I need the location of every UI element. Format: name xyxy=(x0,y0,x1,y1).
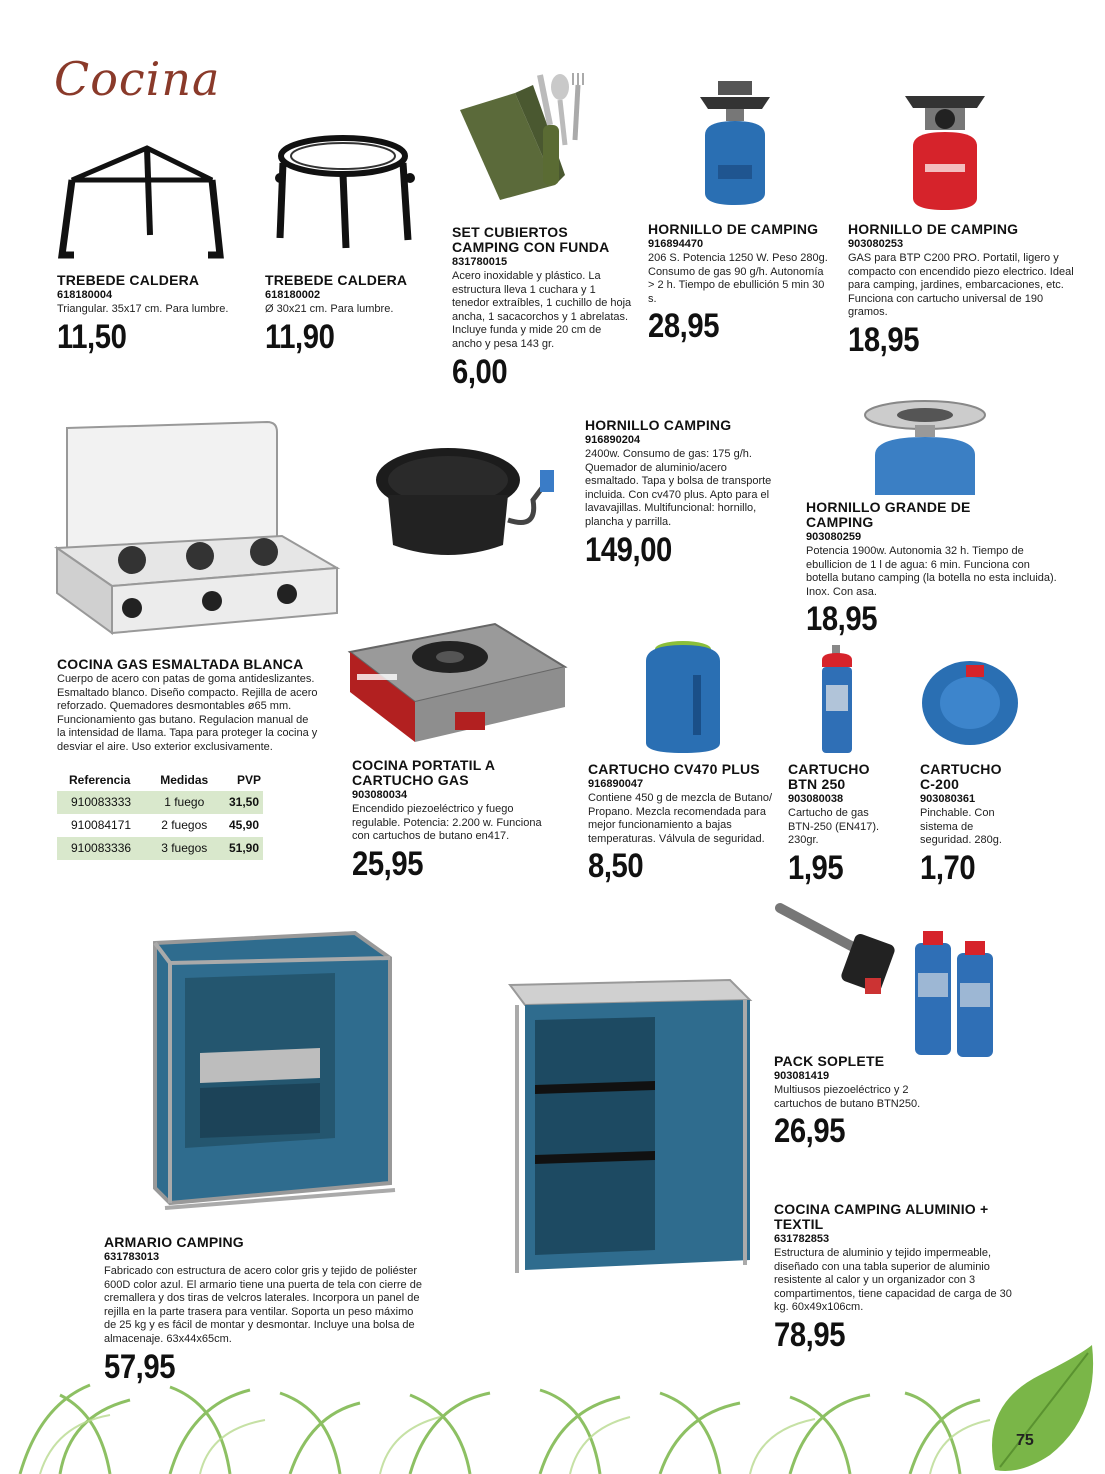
griddle-stove-image xyxy=(368,440,578,570)
product-ref: 916890204 xyxy=(585,434,641,446)
product-trebede-round xyxy=(265,273,445,355)
product-cv470-cartridge xyxy=(588,762,773,884)
product-ref: 903080038 xyxy=(788,793,844,805)
table-cell-ref: 910083333 xyxy=(57,791,152,814)
product-cutlery-set xyxy=(452,225,632,390)
product-ref: 831780015 xyxy=(452,256,508,268)
product-name: CARTUCHO BTN 250 xyxy=(788,761,870,792)
portable-cartridge-stove-image xyxy=(345,612,570,752)
product-ref: 903080034 xyxy=(352,789,408,801)
trivet-triangular-image xyxy=(52,140,232,265)
product-price: 28,95 xyxy=(648,307,720,346)
product-ref: 631782853 xyxy=(774,1233,830,1245)
table-cell-price: 45,90 xyxy=(217,814,263,837)
product-name: CARTUCHO C-200 xyxy=(920,761,1002,792)
table-cell-size: 1 fuego xyxy=(152,791,217,814)
c200-canister-image xyxy=(918,655,1023,750)
product-btn250-cartridge xyxy=(788,762,900,886)
product-desc: Fabricado con estructura de acero color gris y tejido de poliéster 600D color azul. El armario tiene una puerta de tela con cierre de cremallera y dos tiras de velcros laterales. Incorpora un panel de rejilla en la parte trasera para ventilar. Soporta un peso máximo de 25 kg y es fácil de montar y desmontar. Incluye una bolsa de almacenaje. 63x44x65cm. xyxy=(104,1265,422,1345)
grass-footer-decoration xyxy=(0,1345,1105,1474)
product-torch-pack xyxy=(774,1054,944,1149)
btn250-canister-image xyxy=(812,645,862,755)
product-desc: Ø 30x21 cm. Para lumbre. xyxy=(265,303,394,315)
product-ref: 903081419 xyxy=(774,1070,830,1082)
trivet-round-image xyxy=(258,128,423,253)
product-price: 1,70 xyxy=(920,848,976,887)
product-camping-stove-2 xyxy=(848,222,1074,358)
table-header-price: PVP xyxy=(236,772,261,787)
reference-table xyxy=(57,769,263,860)
cv470-canister-image xyxy=(638,635,728,755)
aluminum-camp-kitchen-image xyxy=(505,975,755,1275)
product-name: HORNILLO GRANDE DE CAMPING xyxy=(806,499,971,530)
product-ref: 903080253 xyxy=(848,238,904,250)
product-price: 6,00 xyxy=(452,352,508,391)
product-desc: Acero inoxidable y plástico. La estructura lleva 1 cuchara y 1 tenedor extraíbles, 1 cuchillo de hoja ancha, 1 sacacorchos y 1 abrelatas. Incluye funda y mide 20 cm de ancho y pesa 143 gr. xyxy=(452,270,632,350)
table-row xyxy=(57,791,263,814)
product-name: TREBEDE CALDERA xyxy=(265,272,408,288)
table-cell-size: 3 fuegos xyxy=(152,837,217,860)
product-enamel-gas-stove xyxy=(57,657,319,860)
product-desc: Cuerpo de acero con patas de goma antideslizantes. Esmaltado blanco. Diseño compacto. Rejilla de acero reforzado. Quemadores desmontables ø65 mm. Funcionamiento gas butano. Regulacion manual de la intensidad de llama. Tapa para proteger la cocina y desviar el aire. Uso exterior exclusivamente. xyxy=(57,673,318,753)
product-desc: 206 S. Potencia 1250 W. Peso 280g. Consumo de gas 90 g/h. Autonomía > 2 h. Tiempo de ebullición 5 min 30 s. xyxy=(648,252,828,305)
table-header-size: Medidas xyxy=(160,772,209,787)
large-camping-stove-image xyxy=(860,395,990,495)
product-price: 11,90 xyxy=(265,317,335,356)
camping-stove-red-image xyxy=(895,78,995,213)
product-price: 57,95 xyxy=(104,1347,176,1386)
table-row xyxy=(57,837,263,860)
product-price: 11,50 xyxy=(57,317,127,356)
table-cell-ref: 910083336 xyxy=(57,837,152,860)
section-heading: Cocina xyxy=(54,52,221,106)
table-row xyxy=(57,814,263,837)
product-desc: 2400w. Consumo de gas: 175 g/h. Quemador de aluminio/acero esmaltado. Tapa y bolsa de transporte incluida. Con cv470 plus. Apto para el lavavajillas. Multifuncional: hornillo, plancha y parrilla. xyxy=(585,448,772,528)
product-camping-griddle xyxy=(585,418,780,568)
product-price: 1,95 xyxy=(788,848,844,887)
product-portable-stove xyxy=(352,758,552,882)
product-desc: Cartucho de gas BTN-250 (EN417). 230gr. xyxy=(788,807,880,847)
product-ref: 916894470 xyxy=(648,238,704,250)
table-header-ref: Referencia xyxy=(69,772,131,787)
camping-stove-blue-image xyxy=(690,75,780,210)
page-number: 75 xyxy=(1016,1432,1034,1449)
table-cell-ref: 910084171 xyxy=(57,814,152,837)
product-name: TREBEDE CALDERA xyxy=(57,272,200,288)
product-name: HORNILLO CAMPING xyxy=(585,417,732,433)
product-price: 26,95 xyxy=(774,1112,846,1151)
product-ref: 903080361 xyxy=(920,793,976,805)
product-desc: Estructura de aluminio y tejido impermeable, diseñado con una tabla superior de aluminio resistente al calor y un organizador con 3 compartimentos, tiene capacidad de carga de 30 kg. 60x49x106cm. xyxy=(774,1247,1012,1314)
product-ref: 631783013 xyxy=(104,1251,160,1263)
table-cell-size: 2 fuegos xyxy=(152,814,217,837)
product-desc: Triangular. 35x17 cm. Para lumbre. xyxy=(57,303,229,315)
product-price: 149,00 xyxy=(585,530,672,569)
product-name: COCINA PORTATIL A CARTUCHO GAS xyxy=(352,757,495,788)
product-name: COCINA GAS ESMALTADA BLANCA xyxy=(57,656,304,672)
product-desc: GAS para BTP C200 PRO. Portatil, ligero y compacto con encendido piezo electrico. Ideal para camping, jardines, embarcaciones, etc. Funciona con cartucho universal de 190 gramos. xyxy=(848,252,1074,319)
product-price: 78,95 xyxy=(774,1315,846,1354)
product-name: PACK SOPLETE xyxy=(774,1053,885,1069)
product-ref: 618180004 xyxy=(57,289,113,301)
product-name: HORNILLO DE CAMPING xyxy=(848,221,1019,237)
product-desc: Encendido piezoeléctrico y fuego regulable. Potencia: 2.200 w. Funciona con cartuchos de butano en417. xyxy=(352,803,542,843)
product-desc: Potencia 1900w. Autonomia 32 h. Tiempo de ebullicion de 1 l de agua: 6 min. Funciona con botella butano camping (la botella no esta incluida). Inox. Con asa. xyxy=(806,545,1057,598)
table-cell-price: 31,50 xyxy=(217,791,263,814)
product-name: SET CUBIERTOS CAMPING CON FUNDA xyxy=(452,224,610,255)
product-price: 18,95 xyxy=(848,320,920,359)
product-ref: 618180002 xyxy=(265,289,321,301)
product-price: 8,50 xyxy=(588,847,644,886)
product-c200-cartridge xyxy=(920,762,1032,886)
cutlery-set-image xyxy=(455,65,595,205)
product-name: CARTUCHO CV470 PLUS xyxy=(588,761,760,777)
product-desc: Multiusos piezoeléctrico y 2 cartuchos de butano BTN250. xyxy=(774,1084,921,1110)
camping-cabinet-image xyxy=(140,928,402,1213)
product-desc: Pinchable. Con sistema de seguridad. 280g. xyxy=(920,807,1002,847)
product-ref: 903080259 xyxy=(806,531,862,543)
product-price: 25,95 xyxy=(352,844,424,883)
product-name: COCINA CAMPING ALUMINIO + TEXTIL xyxy=(774,1201,989,1232)
product-price: 18,95 xyxy=(806,600,878,639)
product-ref: 916890047 xyxy=(588,778,644,790)
product-camping-stove-1 xyxy=(648,222,830,344)
product-name: ARMARIO CAMPING xyxy=(104,1234,244,1250)
table-cell-price: 51,90 xyxy=(217,837,263,860)
product-trebede-triangular xyxy=(57,273,247,355)
torch-pack-image xyxy=(775,893,1000,1058)
product-name: HORNILLO DE CAMPING xyxy=(648,221,819,237)
product-large-camping-stove xyxy=(806,500,1062,637)
product-aluminum-kitchen xyxy=(774,1202,1014,1353)
enamel-gas-stove-image xyxy=(52,418,342,643)
product-desc: Contiene 450 g de mezcla de Butano/ Propano. Mezcla recomendada para mejor funcionamiento a bajas temperaturas. Válvula de seguridad. xyxy=(588,792,773,845)
